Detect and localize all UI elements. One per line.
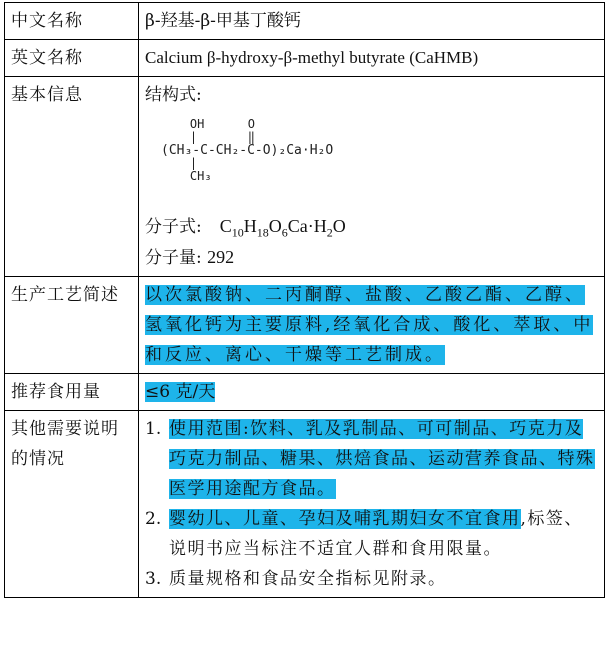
process-text-highlighted: 以次氯酸钠、二丙酮醇、盐酸、乙酸乙酯、乙醇、氢氧化钙为主要原料,经氧化合成、酸化、萃取、中和反应、离心、干燥等工艺制成。 xyxy=(145,285,594,365)
note-text: 质量规格和食品安全指标见附录。 xyxy=(169,569,447,589)
structure-label: 结构式: xyxy=(145,85,202,105)
molecular-formula-label: 分子式: xyxy=(145,217,202,237)
row-other-notes xyxy=(5,411,605,598)
value-basic-info xyxy=(139,77,605,277)
row-production-process xyxy=(5,277,605,374)
label-production-process: 生产工艺简述 xyxy=(5,277,139,374)
value-other-notes xyxy=(139,411,605,598)
list-item xyxy=(145,414,598,504)
label-english-name: 英文名称 xyxy=(5,40,139,77)
note-text-plain: ,标签、说明书应当标注不适宜人群和食用限量。 xyxy=(169,509,583,559)
value-production-process xyxy=(139,277,605,374)
list-item xyxy=(145,564,598,594)
row-recommended-intake xyxy=(5,374,605,411)
row-english-name xyxy=(5,40,605,77)
structure-line: | ‖ xyxy=(161,130,255,144)
note-number: 3. xyxy=(145,569,162,589)
structure-line: (CH₃-C-CH₂-C-O)₂Ca·H₂O xyxy=(161,143,334,158)
value-chinese-name: β-羟基-β-甲基丁酸钙 xyxy=(139,3,605,40)
note-text-highlighted: 使用范围:饮料、乳及乳制品、可可制品、巧克力及巧克力制品、糖果、烘焙食品、运动营养食品、特殊医学用途配方食品。 xyxy=(169,419,595,499)
molecular-weight-label: 分子量: xyxy=(145,248,202,268)
value-english-name: Calcium β-hydroxy-β-methyl butyrate (CaHMB) xyxy=(139,40,605,77)
value-recommended-intake xyxy=(139,374,605,411)
note-text xyxy=(169,414,598,504)
molecular-weight-value: 292 xyxy=(207,247,235,267)
label-other-notes: 其他需要说明的情况 xyxy=(5,411,139,598)
row-basic-info xyxy=(5,77,605,277)
note-number: 1. xyxy=(145,419,162,439)
structure-line: CH₃ xyxy=(161,169,212,183)
notes-list xyxy=(145,414,598,594)
molecular-formula: $C_{10}H_{18}O_6Ca\cdot H_2O$ xyxy=(219,216,346,240)
note-number: 2. xyxy=(145,509,162,529)
row-chinese-name xyxy=(5,3,605,40)
label-chinese-name: 中文名称 xyxy=(5,3,139,40)
molecular-weight-row xyxy=(145,242,598,273)
note-text-highlighted: 婴幼儿、儿童、孕妇及哺乳期妇女不宜食用 xyxy=(169,509,521,529)
label-recommended-intake: 推荐食用量 xyxy=(5,374,139,411)
list-item xyxy=(145,504,598,564)
note-text xyxy=(169,504,598,564)
structure-line: | xyxy=(161,156,198,170)
structure-line: OH O xyxy=(161,117,255,131)
molecular-formula-row xyxy=(145,211,598,242)
structural-formula xyxy=(161,118,598,183)
intake-text-highlighted: ≤6 克/天 xyxy=(145,382,216,402)
label-basic-info: 基本信息 xyxy=(5,77,139,277)
spec-table xyxy=(4,2,605,598)
